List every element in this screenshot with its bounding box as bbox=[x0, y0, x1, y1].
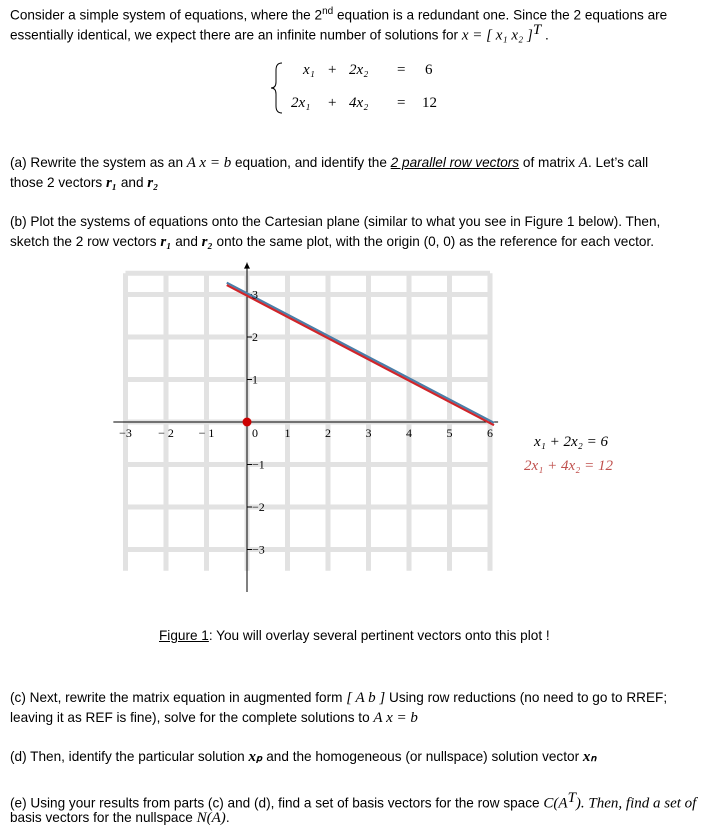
part-b-and: and bbox=[171, 234, 202, 249]
nullspace-notation: N(A) bbox=[196, 810, 226, 826]
part-b-line-2 bbox=[10, 232, 710, 252]
x-tick-label: 0 bbox=[252, 426, 258, 440]
part-c-text-b: Using row reductions (no need to go to RREF; bbox=[385, 690, 668, 705]
x-tick-label: 4 bbox=[406, 426, 412, 440]
part-b-vector-r1: r₁ bbox=[160, 234, 172, 250]
series-line-1 bbox=[227, 283, 494, 423]
part-e-text-2end: . bbox=[225, 810, 230, 825]
eq1-term-x1: x₁ bbox=[303, 62, 315, 78]
legend-eq2: 2x₁ + 4x₂ = 12 bbox=[524, 458, 613, 474]
y-tick-label: 1 bbox=[252, 372, 258, 387]
part-d-text-b: and the homogeneous (or nullspace) solution vector bbox=[262, 749, 583, 764]
eq2-term-x1: 2x₁ bbox=[291, 95, 311, 111]
part-d-text: (d) Then, identify the particular solution bbox=[10, 749, 249, 764]
equation-system bbox=[270, 60, 450, 116]
eq2-rhs: 12 bbox=[422, 95, 437, 111]
intro-transpose: T bbox=[532, 22, 542, 38]
y-tick-label: −3 bbox=[252, 542, 265, 557]
origin-point bbox=[243, 418, 252, 427]
x-tick-label: 3 bbox=[365, 426, 372, 440]
intro-solution-vector: x = [ x₁ x₂ ] bbox=[461, 27, 533, 44]
part-e-line-2 bbox=[10, 808, 710, 828]
particular-solution-xp: xₚ bbox=[248, 749, 263, 765]
eq1-equals: = bbox=[397, 62, 406, 78]
x-tick-label: 6 bbox=[487, 426, 493, 440]
y-tick-label: −1 bbox=[252, 457, 265, 472]
intro-text-1a: Consider a simple system of equations, where the 2 bbox=[10, 7, 323, 23]
figure-caption-text: : You will overlay several pertinent vectors onto this plot ! bbox=[208, 628, 550, 643]
intro-line-2 bbox=[10, 20, 710, 46]
intro-text-2end: . bbox=[541, 27, 549, 43]
x-tick-label: 1 bbox=[284, 426, 291, 440]
x-tick-label: 5 bbox=[446, 426, 453, 440]
eq1-term-x2: 2x₂ bbox=[349, 62, 369, 78]
part-c-matrix-equation: A x = b bbox=[373, 710, 418, 726]
intro-text-1b: equation is a redundant one. Since the 2 equations are bbox=[333, 7, 668, 23]
x-tick-label: − 1 bbox=[198, 426, 215, 440]
part-b-text: sketch the 2 row vectors bbox=[10, 234, 161, 249]
x-tick-label: −3 bbox=[119, 426, 132, 440]
part-a-and: and bbox=[117, 175, 148, 190]
augmented-matrix: [ A b ] bbox=[346, 690, 386, 706]
part-e-text-2: basis vectors for the nullspace bbox=[10, 810, 197, 825]
figure-caption bbox=[159, 628, 550, 643]
part-c-line-2 bbox=[10, 708, 710, 728]
part-c-line-1 bbox=[10, 688, 710, 708]
eq2-equals: = bbox=[397, 95, 406, 111]
part-a-text-c: of matrix bbox=[519, 155, 579, 170]
part-c-text-2: leaving it as REF is fine), solve for the complete solutions to bbox=[10, 710, 374, 725]
x-tick-label: 2 bbox=[325, 426, 331, 440]
figure-caption-label: Figure 1 bbox=[159, 628, 209, 643]
part-a-text-2: those 2 vectors bbox=[10, 175, 106, 190]
parallel-row-vectors-term: 2 parallel row vectors bbox=[390, 155, 520, 170]
part-a-text-d: . Let’s call bbox=[587, 155, 649, 170]
vector-r1: r₁ bbox=[105, 175, 118, 191]
intro-sup: nd bbox=[322, 6, 334, 17]
part-a-text: (a) Rewrite the system as an bbox=[10, 155, 187, 170]
nullspace-solution-xn: xₙ bbox=[582, 749, 597, 765]
part-c-text: (c) Next, rewrite the matrix equation in augmented form bbox=[10, 690, 347, 705]
legend-eq1: x₁ + 2x₂ = 6 bbox=[534, 434, 608, 450]
eq1-rhs: 6 bbox=[425, 62, 433, 78]
part-b-text-b: onto the same plot, with the origin (0, 0) as the reference for each vector. bbox=[212, 234, 655, 249]
part-a-matrix-equation: A x = b bbox=[186, 155, 232, 171]
y-axis-arrow bbox=[244, 263, 250, 269]
row-space-notation: C(A bbox=[543, 795, 568, 812]
eq2-plus: + bbox=[328, 95, 337, 111]
part-a-text-b: equation, and identify the bbox=[231, 155, 391, 170]
y-tick-label: 3 bbox=[252, 287, 258, 302]
part-e-text-end: ). Then, find a set of bbox=[575, 795, 697, 812]
part-a-matrix-A: A bbox=[578, 155, 588, 171]
y-tick-label: −2 bbox=[252, 500, 265, 514]
part-a-line-1 bbox=[10, 153, 710, 173]
eq1-plus: + bbox=[328, 62, 337, 78]
row-space-transpose: T bbox=[567, 790, 576, 806]
intro-text-2a: essentially identical, we expect there are an infinite number of solutions for bbox=[10, 27, 462, 43]
x-tick-label: − 2 bbox=[158, 426, 174, 440]
equation-lines bbox=[227, 283, 494, 427]
part-a-line-2 bbox=[10, 173, 710, 193]
part-d-line bbox=[10, 747, 710, 767]
eq2-term-x2: 4x₂ bbox=[349, 95, 369, 111]
y-tick-label: 2 bbox=[252, 330, 258, 344]
left-brace bbox=[270, 60, 286, 116]
part-e-text: (e) Using your results from parts (c) and (d), find a set of basis vectors for the row space bbox=[10, 795, 544, 811]
vector-r2: r₂ bbox=[147, 175, 159, 191]
series-line-2 bbox=[227, 285, 494, 425]
part-b-line-1: (b) Plot the systems of equations onto the Cartesian plane (similar to what you see in Figure 1 below). Then, bbox=[10, 214, 661, 229]
figure-1-plot bbox=[0, 250, 716, 610]
part-b-vector-r2: r₂ bbox=[201, 234, 213, 250]
